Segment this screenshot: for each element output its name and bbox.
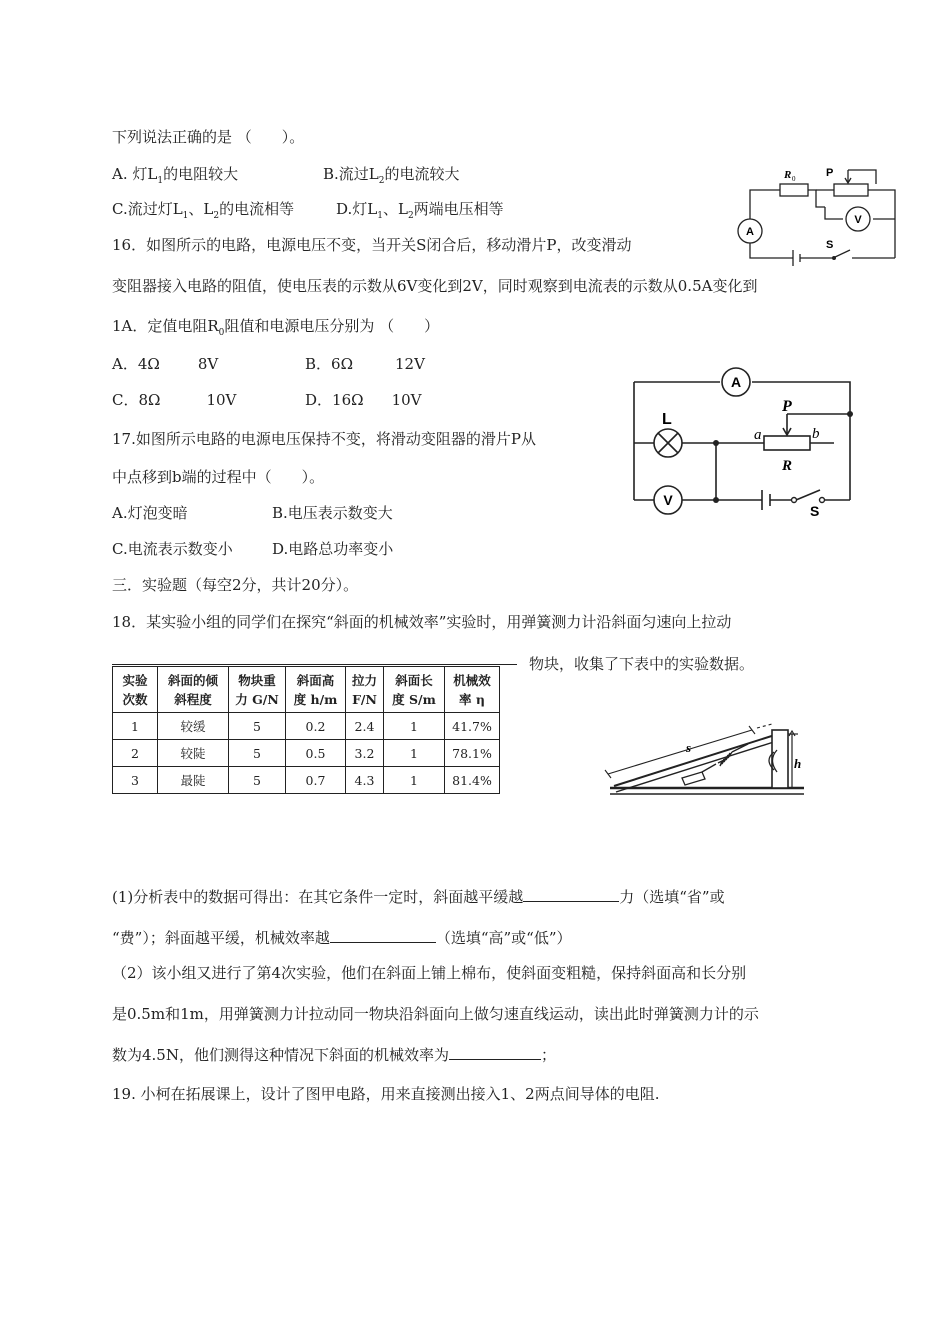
q18-stem-line1: 18．某实验小组的同学们在探究“斜面的机械效率”实验时，用弹簧测力计沿斜面匀速向上拉动 — [112, 613, 732, 631]
q17-switch-label: S — [810, 503, 820, 519]
q16-option-b: B．6Ω 12V — [305, 355, 425, 373]
table-cell: 0.2 — [286, 713, 346, 740]
table-cell: 1 — [113, 713, 158, 740]
q15-stem: 下列说法正确的是 （ ）。 — [112, 128, 305, 146]
table-cell: 4.3 — [346, 767, 384, 794]
table-cell: 0.7 — [286, 767, 346, 794]
header-cell: 斜面高 度 h/m — [286, 667, 346, 713]
q18-part2-line1: （2）该小组又进行了第4次实验，他们在斜面上铺上棉布，使斜面变粗糙，保持斜面高和长分别 — [112, 964, 747, 982]
q17-stem-line1: 17.如图所示电路的电源电压保持不变，将滑动变阻器的滑片P从 — [112, 430, 536, 448]
q16-r0-label: R — [784, 169, 792, 181]
answer-blank-3[interactable] — [449, 1045, 541, 1060]
table-cell: 3 — [113, 767, 158, 794]
table-cell: 1 — [384, 767, 445, 794]
q16-option-a: A．4Ω 8V — [112, 355, 219, 373]
header-cell: 物块重 力 G/N — [229, 667, 286, 713]
incline-h-label: h — [794, 756, 802, 771]
table-cell: 78.1% — [445, 740, 500, 767]
section-3-heading: 三．实验题（每空2分，共计20分）。 — [112, 576, 359, 594]
q17-option-d: D.电路总功率变小 — [272, 540, 394, 558]
q17-circuit-diagram — [624, 360, 858, 520]
header-cell: 实验 次数 — [113, 667, 158, 713]
answer-blank-2[interactable] — [330, 928, 436, 943]
q16-stem-line3: 1A．定值电阻$R_0$阻值和电源电压分别为 （ ） — [112, 317, 440, 338]
table-cell: 1 — [384, 740, 445, 767]
q16-r0-sub: 0 — [792, 175, 796, 183]
q16-ammeter-label: A — [746, 226, 754, 238]
q17-stem-line2: 中点移到b端的过程中（ ）。 — [112, 468, 325, 486]
q17-p-label: P — [782, 398, 792, 415]
table-cell: 2 — [113, 740, 158, 767]
incline-s-label: s — [686, 740, 692, 755]
table-cell: 2.4 — [346, 713, 384, 740]
q15-option-b: B.流过$L_2$的电流较大 — [323, 165, 460, 186]
table-header-row — [113, 667, 500, 713]
q17-lamp-label: L — [662, 411, 672, 428]
q15-option-a: A. 灯$L_1$的电阻较大 — [112, 165, 239, 186]
q17-b-label: b — [812, 426, 820, 442]
table-row — [113, 740, 500, 767]
q16-option-c: C．8Ω 10V — [112, 391, 237, 409]
table-top-rule — [112, 664, 517, 665]
incline-plane-figure — [602, 700, 810, 802]
q16-option-d: D．16Ω 10V — [305, 391, 422, 409]
q16-switch-label: S — [826, 239, 834, 251]
table-row — [113, 767, 500, 794]
table-cell: 81.4% — [445, 767, 500, 794]
q17-option-a: A.灯泡变暗 — [112, 504, 188, 522]
table-cell: 1 — [384, 713, 445, 740]
q18-part1-line1: (1)分析表中的数据可得出：在其它条件一定时，斜面越平缓越 力（选填“省”或 — [112, 888, 725, 906]
header-cell: 斜面的倾 斜程度 — [158, 667, 229, 713]
q18-data-table — [112, 666, 500, 794]
q16-voltmeter-label: V — [854, 214, 862, 226]
table-cell: 5 — [229, 767, 286, 794]
header-cell: 斜面长 度 S/m — [384, 667, 445, 713]
table-cell: 3.2 — [346, 740, 384, 767]
q18-stem-line2: 物块，收集了下表中的实验数据。 — [529, 655, 755, 673]
table-cell: 41.7% — [445, 713, 500, 740]
q16-p-label: P — [826, 167, 834, 179]
q16-circuit-diagram — [728, 162, 900, 270]
header-cell: 拉力 F/N — [346, 667, 384, 713]
header-cell: 机械效 率 η — [445, 667, 500, 713]
q15-option-c: C.流过灯$L_1$、$L_2$的电流相等 — [112, 200, 295, 221]
q18-part2-line3: 数为4.5N，他们测得这种情况下斜面的机械效率为 ； — [112, 1046, 556, 1064]
q17-a-label: a — [754, 427, 762, 443]
q17-r-label: R — [782, 458, 793, 474]
table-cell: 最陡 — [158, 767, 229, 794]
answer-blank-1[interactable] — [523, 887, 619, 902]
table-row — [113, 713, 500, 740]
table-cell: 5 — [229, 740, 286, 767]
q18-part1-line2: “费”）；斜面越平缓，机械效率越 （选填“高”或“低”） — [112, 929, 572, 947]
q17-option-c: C.电流表示数变小 — [112, 540, 233, 558]
q16-stem-line1: 16．如图所示的电路，电源电压不变，当开关S闭合后，移动滑片P，改变滑动 — [112, 236, 632, 254]
table-cell: 5 — [229, 713, 286, 740]
table-cell: 0.5 — [286, 740, 346, 767]
q16-stem-line2: 变阻器接入电路的阻值，使电压表的示数从6V变化到2V，同时观察到电流表的示数从0.5A变化到 — [112, 277, 758, 295]
q18-part2-line2: 是0.5m和1m，用弹簧测力计拉动同一物块沿斜面向上做匀速直线运动，读出此时弹簧测力计的示 — [112, 1005, 759, 1023]
q19-stem: 19. 小柯在拓展课上，设计了图甲电路，用来直接测出接入1、2两点间导体的电阻. — [112, 1085, 660, 1103]
table-cell: 较缓 — [158, 713, 229, 740]
q17-option-b: B.电压表示数变大 — [272, 504, 393, 522]
q17-voltmeter-label: V — [663, 492, 673, 508]
q15-option-d: D.灯$L_1$、$L_2$两端电压相等 — [336, 200, 504, 221]
table-cell: 较陡 — [158, 740, 229, 767]
q17-ammeter-label: A — [730, 374, 742, 390]
